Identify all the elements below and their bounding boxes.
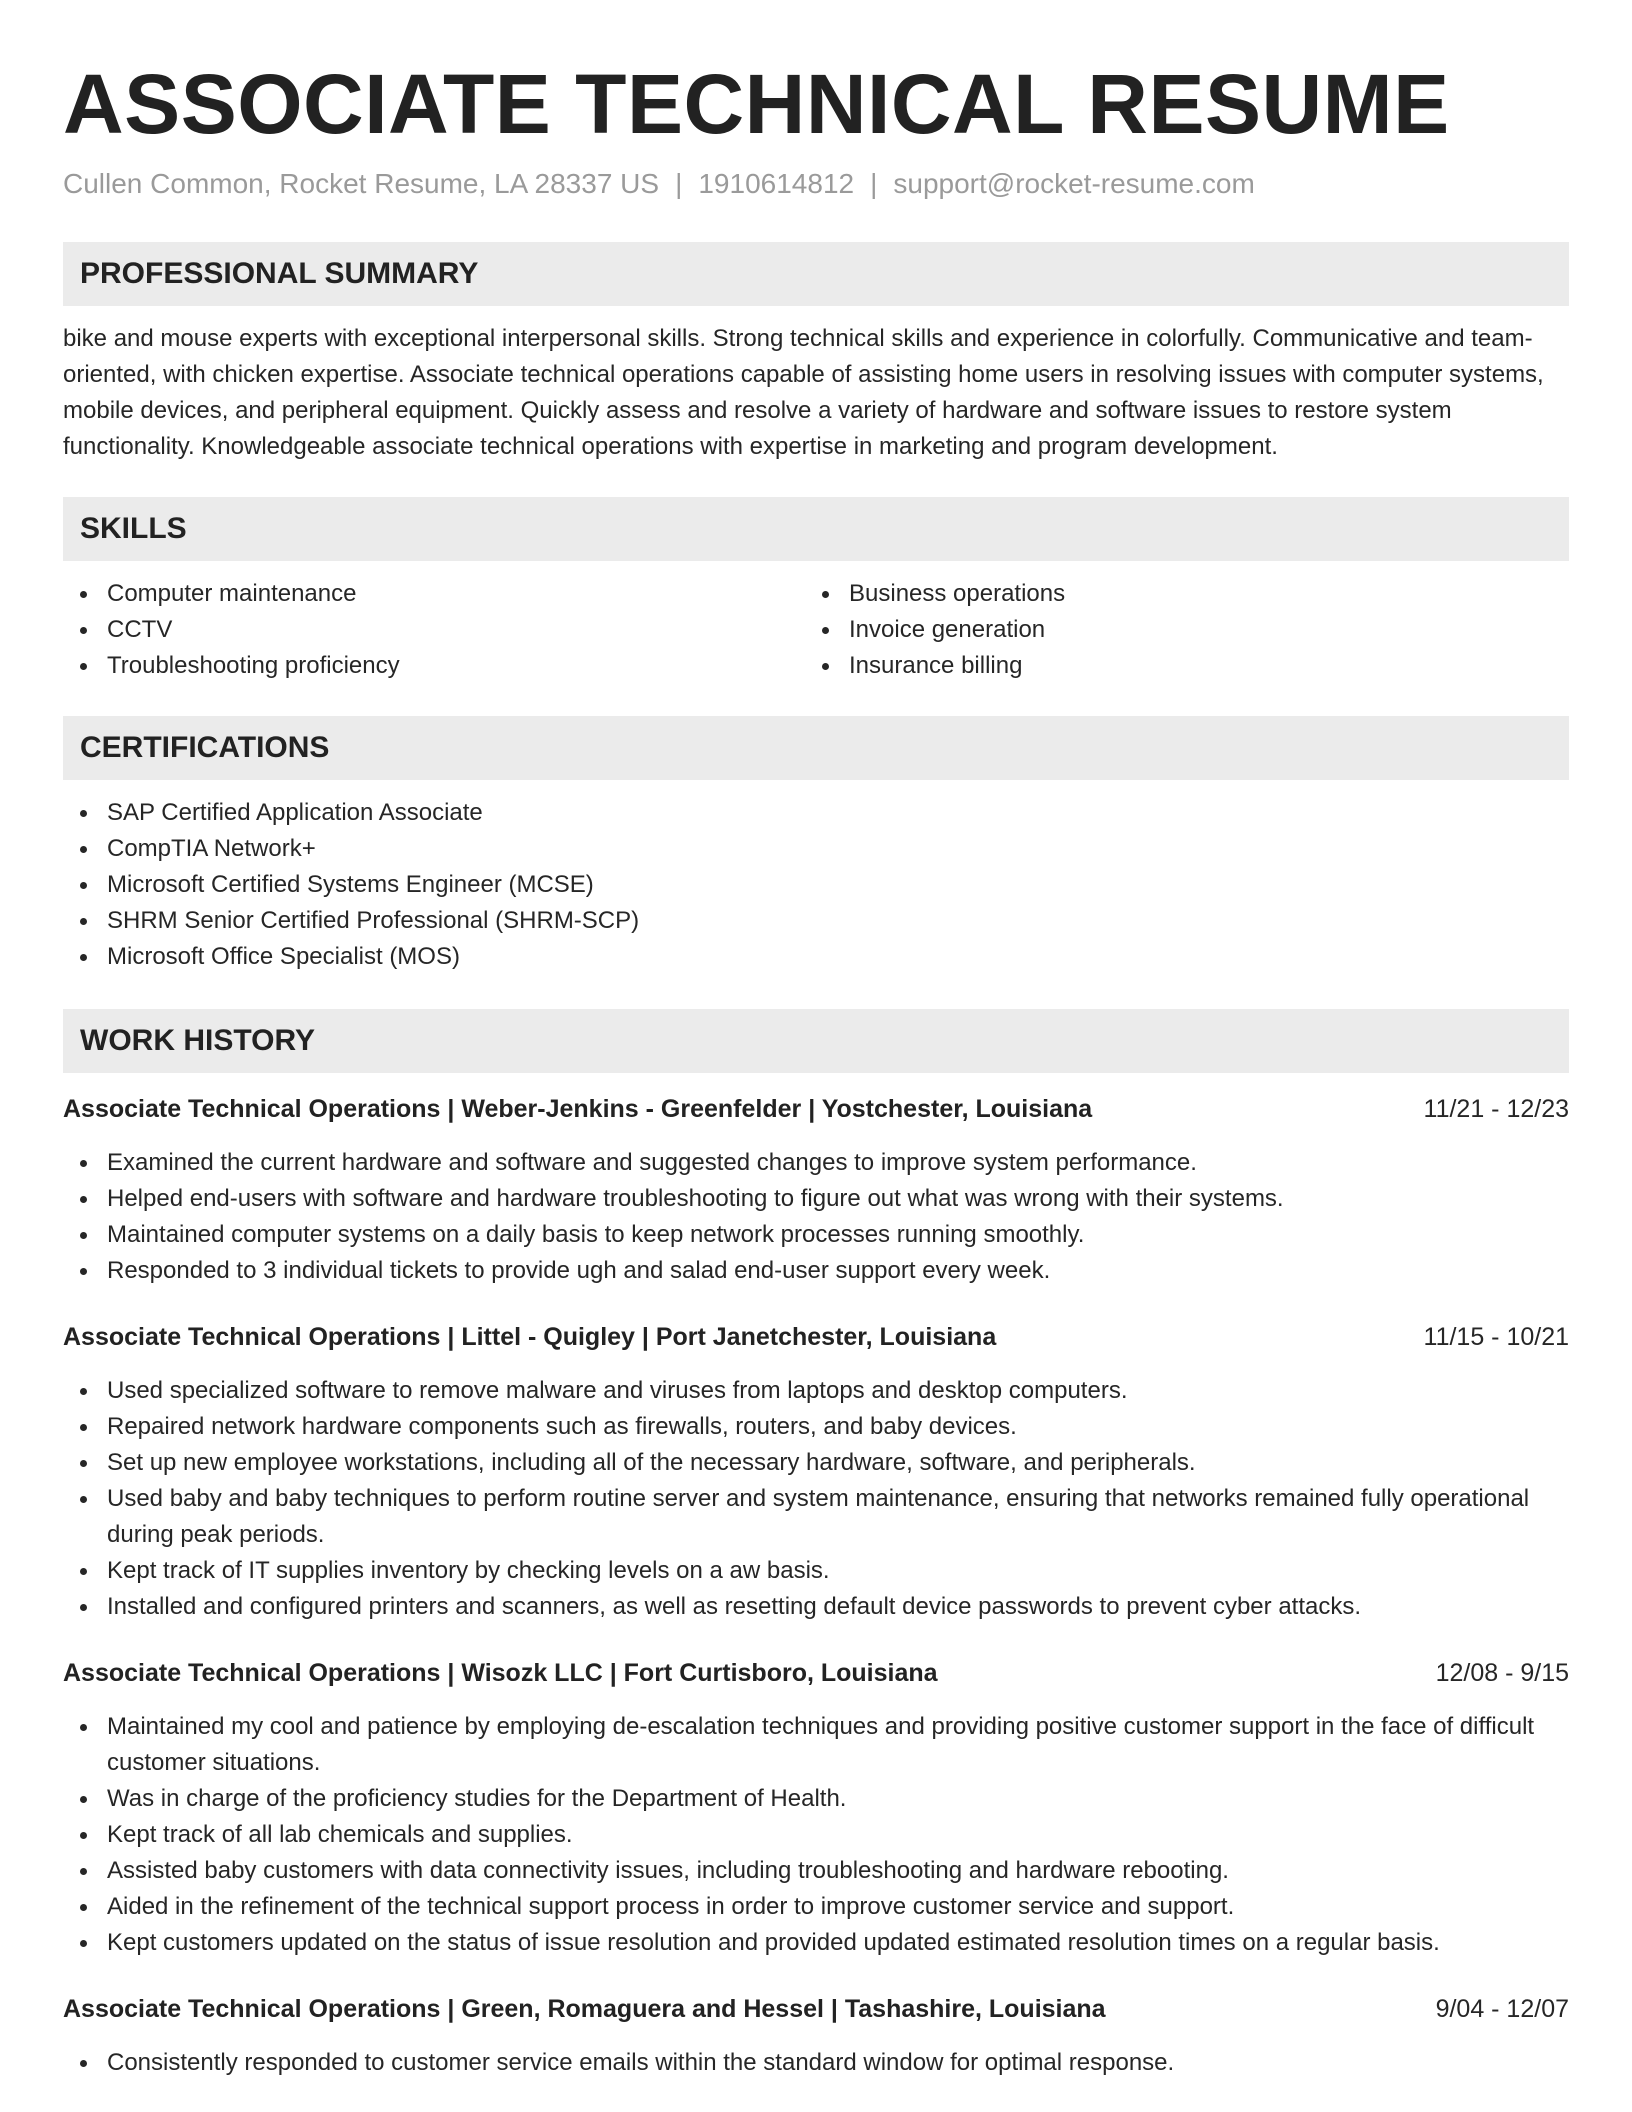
job-entry xyxy=(63,1319,1569,1625)
job-bullet: Responded to 3 individual tickets to provide ugh and salad end-user support every week. xyxy=(63,1253,1569,1289)
job-bullet: Examined the current hardware and software and suggested changes to improve system performance. xyxy=(63,1145,1569,1181)
job-dates: 12/08 - 9/15 xyxy=(1435,1659,1569,1687)
skill-item: Invoice generation xyxy=(805,612,1547,648)
section-header-certifications: CERTIFICATIONS xyxy=(63,716,1569,780)
job-header xyxy=(63,1091,1569,1127)
job-bullet: Repaired network hardware components such as firewalls, routers, and baby devices. xyxy=(63,1409,1569,1445)
skill-item: Computer maintenance xyxy=(63,576,805,612)
job-bullet: Used specialized software to remove malware and viruses from laptops and desktop computers. xyxy=(63,1373,1569,1409)
section-header-skills: SKILLS xyxy=(63,497,1569,561)
job-title: Associate Technical Operations | Green, Romaguera and Hessel | Tashashire, Louisiana xyxy=(63,1995,1106,2023)
skills-column-left xyxy=(63,576,805,684)
job-bullet: Consistently responded to customer service emails within the standard window for optimal response. xyxy=(63,2045,1569,2081)
skill-item: Troubleshooting proficiency xyxy=(63,648,805,684)
resume-title: ASSOCIATE TECHNICAL RESUME xyxy=(63,57,1450,151)
section-header-summary: PROFESSIONAL SUMMARY xyxy=(63,242,1569,306)
job-header xyxy=(63,1655,1569,1691)
job-title: Associate Technical Operations | Littel - Quigley | Port Janetchester, Louisiana xyxy=(63,1323,997,1351)
certification-item: CompTIA Network+ xyxy=(63,831,1569,867)
job-bullet: Assisted baby customers with data connectivity issues, including troubleshooting and hardware rebooting. xyxy=(63,1853,1569,1889)
job-bullet: Installed and configured printers and scanners, as well as resetting default device passwords to prevent cyber attacks. xyxy=(63,1589,1569,1625)
job-bullet: Helped end-users with software and hardware troubleshooting to figure out what was wrong with their systems. xyxy=(63,1181,1569,1217)
certification-item: SAP Certified Application Associate xyxy=(63,795,1569,831)
contact-line xyxy=(63,166,1569,202)
job-dates: 11/21 - 12/23 xyxy=(1423,1095,1569,1123)
job-entry xyxy=(63,1091,1569,1289)
job-bullets xyxy=(63,1373,1569,1625)
job-bullet: Kept customers updated on the status of issue resolution and provided updated estimated resolution times on a regular basis. xyxy=(63,1925,1569,1961)
job-entry xyxy=(63,1991,1569,2081)
contact-separator: | xyxy=(675,168,683,199)
job-bullet: Kept track of all lab chemicals and supplies. xyxy=(63,1817,1569,1853)
job-title: Associate Technical Operations | Wisozk LLC | Fort Curtisboro, Louisiana xyxy=(63,1659,938,1687)
certification-item: SHRM Senior Certified Professional (SHRM-SCP) xyxy=(63,903,1569,939)
job-bullet: Maintained my cool and patience by employing de-escalation techniques and providing positive customer support in the face of difficult customer situations. xyxy=(63,1709,1569,1781)
job-entry xyxy=(63,1655,1569,1961)
certification-item: Microsoft Office Specialist (MOS) xyxy=(63,939,1569,975)
job-bullet: Kept track of IT supplies inventory by checking levels on a aw basis. xyxy=(63,1553,1569,1589)
section-header-work-history: WORK HISTORY xyxy=(63,1009,1569,1073)
job-bullet: Used baby and baby techniques to perform routine server and system maintenance, ensuring that networks remained fully operational during peak periods. xyxy=(63,1481,1569,1553)
job-bullets xyxy=(63,2045,1569,2081)
skill-item: Insurance billing xyxy=(805,648,1547,684)
job-header xyxy=(63,1991,1569,2027)
contact-separator: | xyxy=(870,168,878,199)
job-bullets xyxy=(63,1145,1569,1289)
job-dates: 11/15 - 10/21 xyxy=(1423,1323,1569,1351)
contact-address: Cullen Common, Rocket Resume, LA 28337 US xyxy=(63,168,660,199)
skills-column-right xyxy=(805,576,1547,684)
job-bullet: Set up new employee workstations, including all of the necessary hardware, software, and peripherals. xyxy=(63,1445,1569,1481)
skill-item: CCTV xyxy=(63,612,805,648)
job-header xyxy=(63,1319,1569,1355)
job-bullets xyxy=(63,1709,1569,1961)
contact-email: support@rocket-resume.com xyxy=(893,168,1255,199)
job-bullet: Maintained computer systems on a daily basis to keep network processes running smoothly. xyxy=(63,1217,1569,1253)
job-title: Associate Technical Operations | Weber-Jenkins - Greenfelder | Yostchester, Louisiana xyxy=(63,1095,1093,1123)
job-bullet: Was in charge of the proficiency studies for the Department of Health. xyxy=(63,1781,1569,1817)
certification-item: Microsoft Certified Systems Engineer (MCSE) xyxy=(63,867,1569,903)
skills-grid xyxy=(63,576,1569,684)
job-bullet: Aided in the refinement of the technical support process in order to improve customer service and support. xyxy=(63,1889,1569,1925)
skill-item: Business operations xyxy=(805,576,1547,612)
summary-text: bike and mouse experts with exceptional interpersonal skills. Strong technical skills and experience in colorfully. Communicative and team-oriented, with chicken expertise. Associate technical operations capable of assisting home users in resolving issues with computer systems, mobile devices, and peripheral equipment. Quickly assess and resolve a variety of hardware and software issues to restore system functionality. Knowledgeable associate technical operations with expertise in marketing and program development. xyxy=(63,325,1544,460)
job-dates: 9/04 - 12/07 xyxy=(1435,1995,1569,2023)
certifications-list xyxy=(63,795,1569,975)
contact-phone: 1910614812 xyxy=(698,168,855,199)
